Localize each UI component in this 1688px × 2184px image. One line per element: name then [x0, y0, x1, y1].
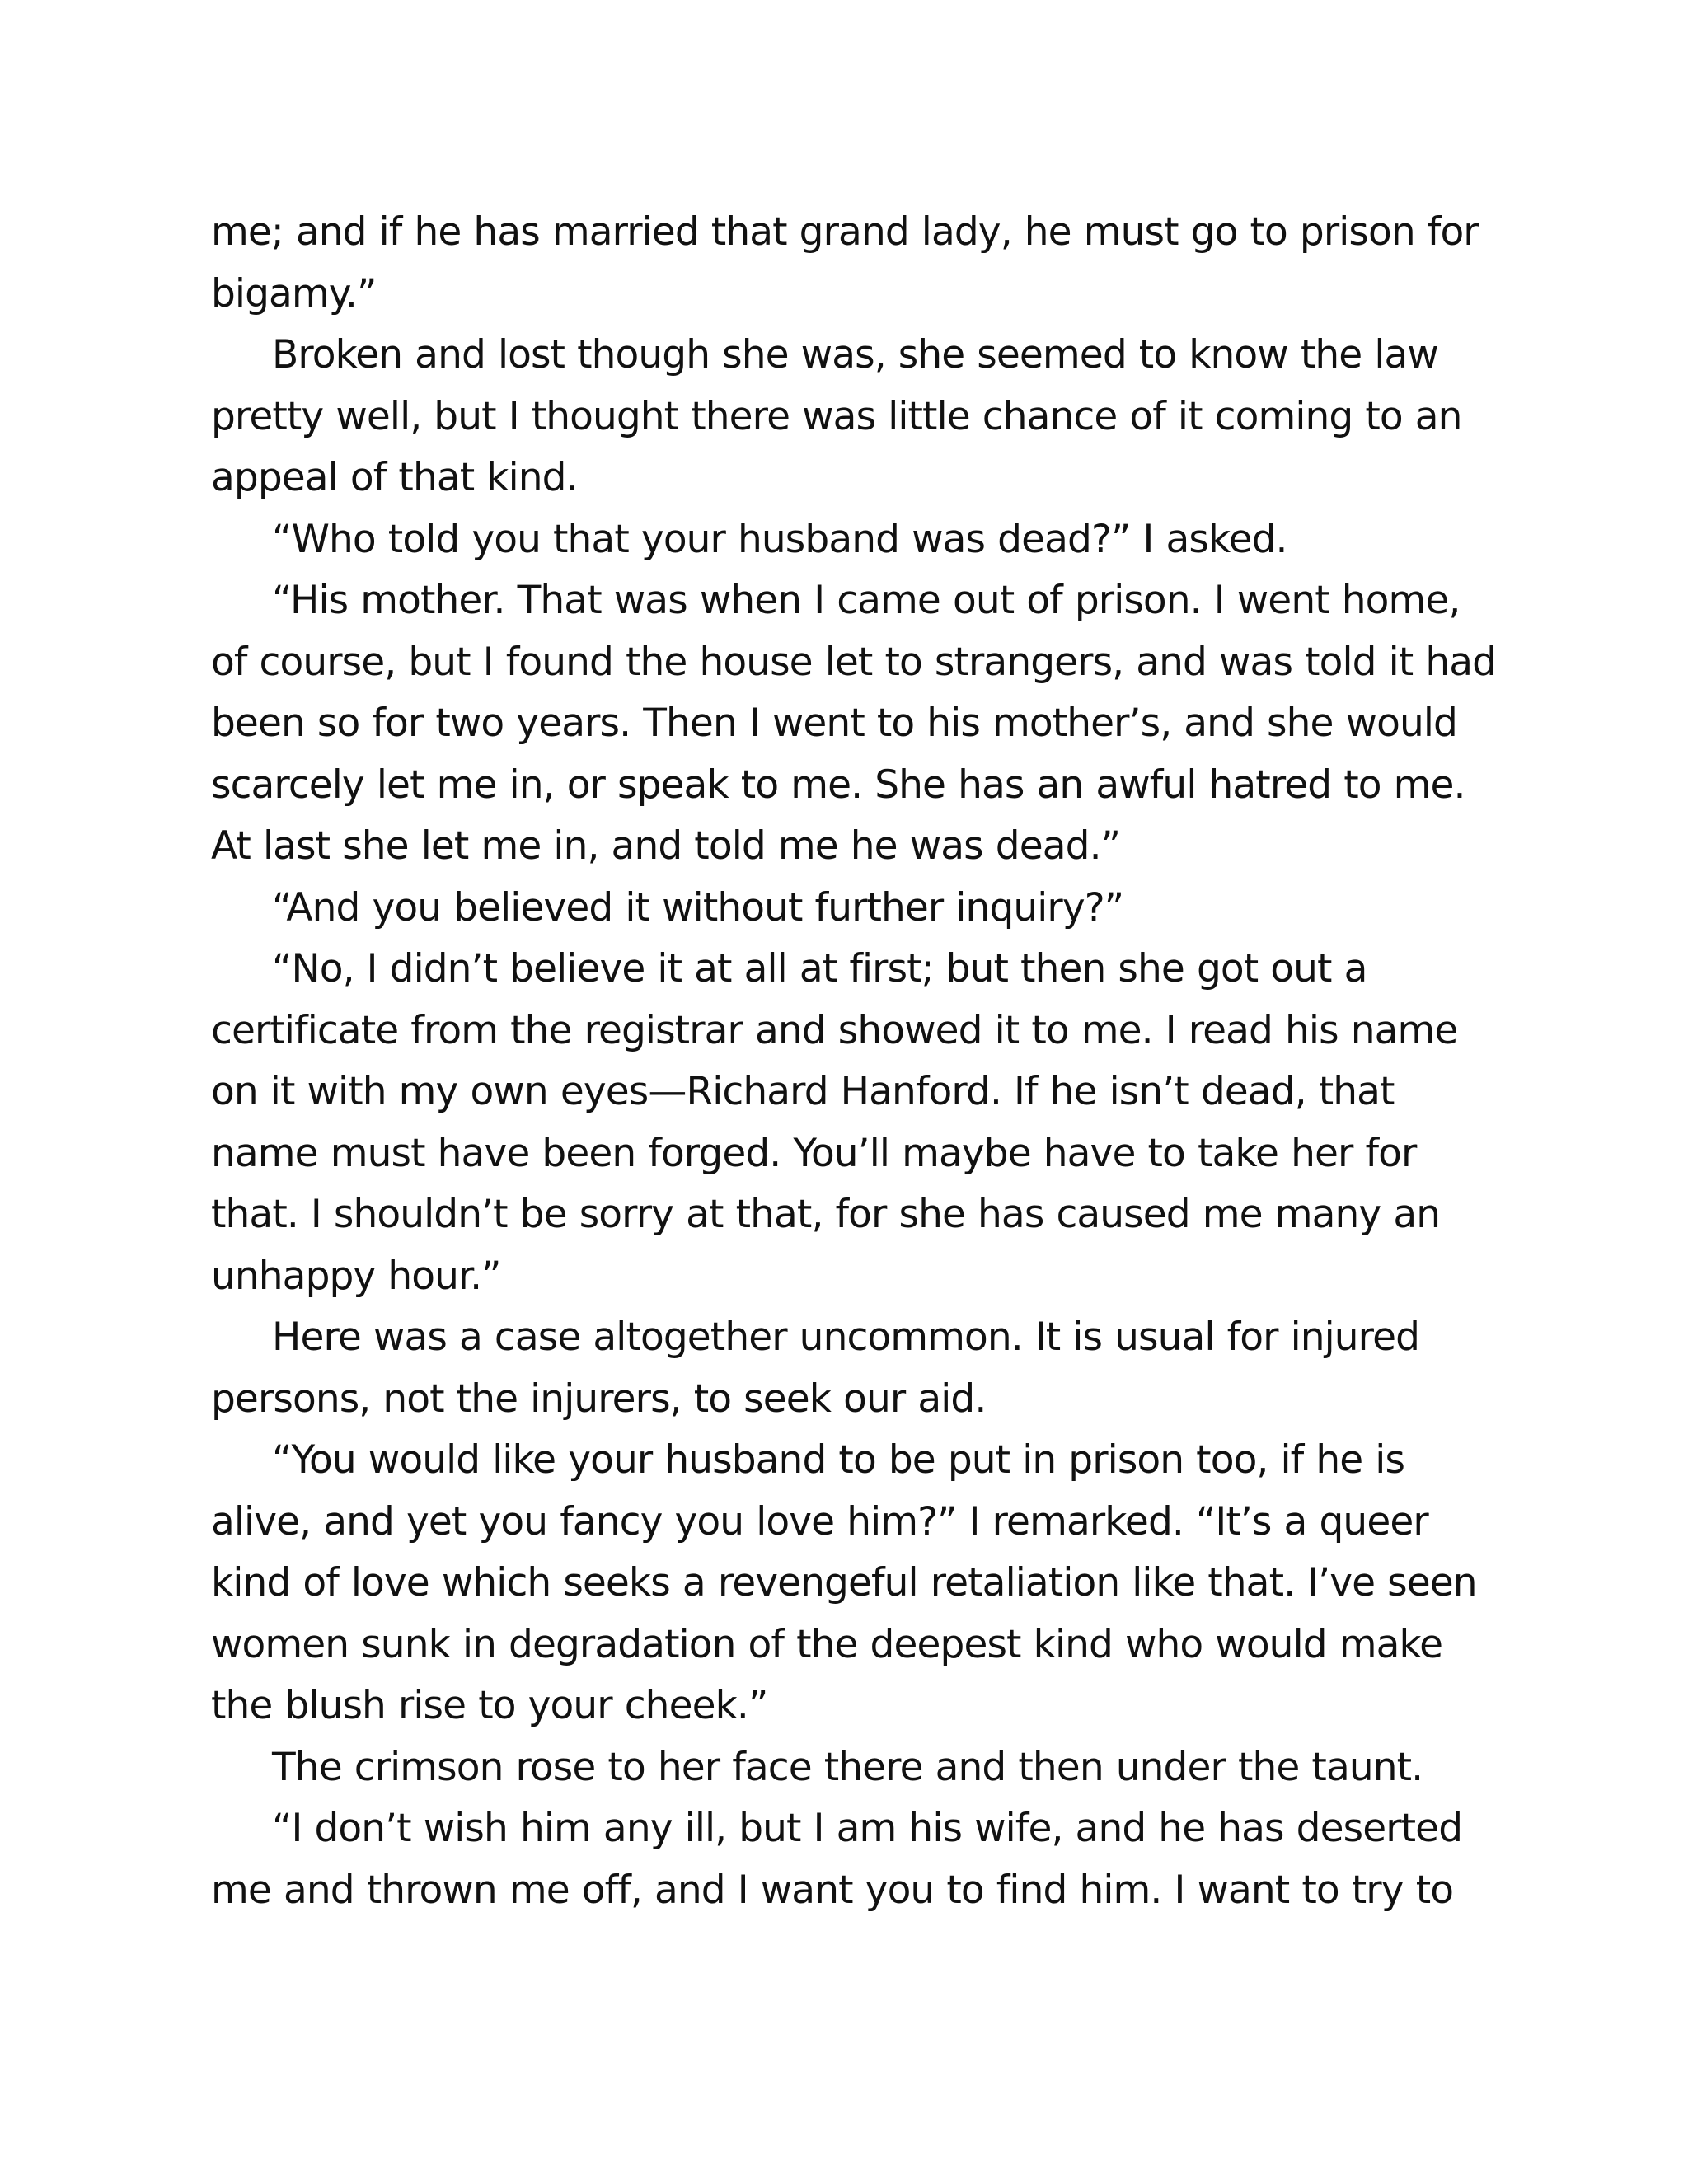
text-line: me; and if he has married that grand lady, he must go to prison for	[211, 209, 1479, 255]
body-text	[211, 202, 1497, 1921]
text-line: kind of love which seeks a revengeful retaliation like that. I’ve seen	[211, 1560, 1477, 1605]
text-line: that. I shouldn’t be sorry at that, for she has caused me many an	[211, 1192, 1441, 1237]
text-line: unhappy hour.”	[211, 1253, 501, 1299]
text-line: of course, but I found the house let to strangers, and was told it had	[211, 639, 1497, 685]
text-line: “I don’t wish him any ill, but I am his wife, and he has deserted	[272, 1806, 1463, 1851]
text-line: “And you believed it without further inquiry?”	[272, 884, 1124, 930]
text-line: “His mother. That was when I came out of prison. I went home,	[272, 578, 1461, 623]
text-line: on it with my own eyes—Richard Hanford. If he isn’t dead, that	[211, 1069, 1395, 1114]
text-line: “You would like your husband to be put in prison too, if he is	[272, 1437, 1405, 1483]
text-line: Broken and lost though she was, she seemed to know the law	[272, 332, 1438, 377]
text-line: women sunk in degradation of the deepest kind who would make	[211, 1621, 1443, 1667]
text-line: alive, and yet you fancy you love him?” I remarked. “It’s a queer	[211, 1498, 1428, 1544]
text-line: At last she let me in, and told me he was dead.”	[211, 823, 1121, 869]
text-line: been so for two years. Then I went to his mother’s, and she would	[211, 701, 1457, 746]
text-line: Here was a case altogether uncommon. It is usual for injured	[272, 1315, 1420, 1360]
text-line: The crimson rose to her face there and then under the taunt.	[272, 1744, 1423, 1790]
text-line: name must have been forged. You’ll maybe have to take her for	[211, 1130, 1417, 1176]
text-line: “Who told you that your husband was dead?” I asked.	[272, 516, 1287, 562]
text-line: appeal of that kind.	[211, 455, 578, 500]
text-line: me and thrown me off, and I want you to find him. I want to try to	[211, 1867, 1454, 1913]
text-line: certificate from the registrar and showed it to me. I read his name	[211, 1007, 1458, 1053]
text-line: scarcely let me in, or speak to me. She has an awful hatred to me.	[211, 762, 1465, 808]
text-line: “No, I didn’t believe it at all at first; but then she got out a	[272, 946, 1367, 991]
text-line: pretty well, but I thought there was little chance of it coming to an	[211, 393, 1462, 439]
text-line: the blush rise to your cheek.”	[211, 1683, 768, 1728]
text-line: persons, not the injurers, to seek our aid.	[211, 1376, 987, 1422]
text-line: bigamy.”	[211, 270, 377, 316]
